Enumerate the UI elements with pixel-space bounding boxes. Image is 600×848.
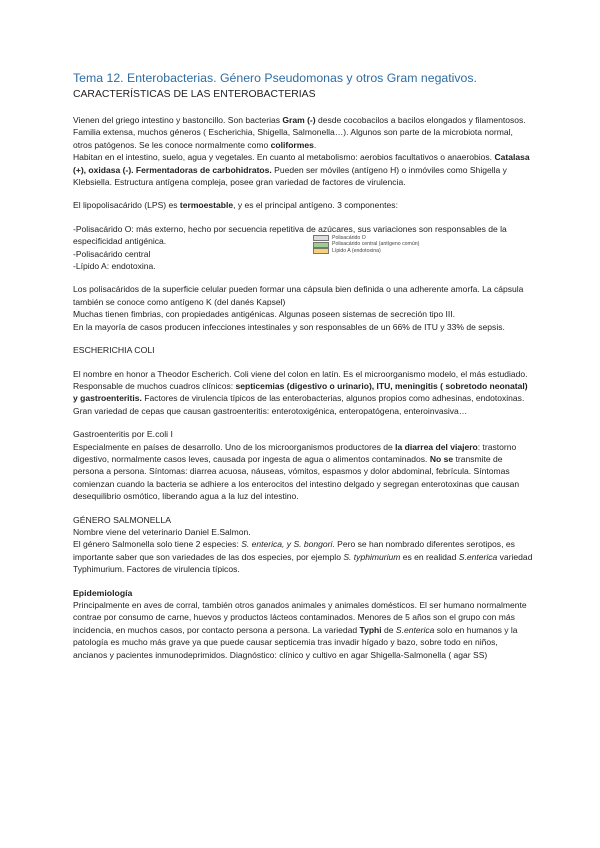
gastro-paragraph: Especialmente en países de desarrollo. Uno de los microorganismos productores de la diarrea del viajero: trastorno digestivo, normalmente casos leves, causada por ingesta de agua o alimentos contaminados. No se transmite de persona a persona. Síntomas: diarrea acuosa, náuseas, vómitos, espasmos y dolor abdominal, febrícula. Síntomas comienzan cuando la bacteria se adhiere a los enterocitos del intestino delgado y segregan enterotoxinas que causan desequilibrio osmótico, liberando agua a la luz del intestino.	[73, 441, 520, 502]
legend-item-o: Polisacárido O	[313, 235, 513, 242]
lps-item-3: -Lípido A: endotoxina.	[73, 261, 156, 272]
ecoli-paragraph: El nombre en honor a Theodor Escherich. Coli viene del colon en latín. Es el microorganismo modelo, el más estudiado. Responsable de muchos cuadros clínicos: septicemias (digestivo o urinario), ITU, meningitis ( sobretodo neonatal) y gastroenteritis. Factores de virulencia típicos de las enterobacterias, algunos propios como adhesinas, endotoxinas. Gran variedad de cepas que causan gastroenteritis: enterotoxigénica, enteropatógena, enteroinvasiva…	[73, 368, 528, 416]
ecoli-heading: ESCHERICHIA COLI	[73, 345, 155, 356]
salmonella-paragraph-1: Nombre viene del veterinario Daniel E.Salmon.	[73, 526, 251, 537]
salmonella-heading: GÉNERO SALMONELLA	[73, 514, 172, 525]
epidemiology-heading: Epidemiología	[73, 587, 133, 598]
lps-item-1: -Polisacárido O: más externo, hecho por secuencia repetitiva de azúcares, sus variaciones son responsables de la especificidad antigénica.	[73, 223, 507, 247]
salmonella-paragraph-2: El género Salmonella solo tiene 2 especies: S. enterica, y S. bongori. Pero se han nombrado diferentes serotipos, es importante saber que son variedades de las dos especies, por ejemplo S. typhimurium es en realidad S.enterica variedad Typhimurium. Factores de virulencia típicos.	[73, 539, 533, 575]
legend-swatch-icon	[313, 248, 329, 254]
legend-swatch-icon	[313, 235, 329, 241]
lps-item-2: -Polisacárido central	[73, 248, 151, 259]
intro-paragraph-2: Habitan en el intestino, suelo, agua y vegetales. En cuanto al metabolismo: aerobios facultativos o anaerobios. Catalasa (+), oxidasa (-). Fermentadoras de carbohidratos. Pueden ser móviles (antígeno H) o inmóviles como Shigella y Klebsiella. Estructura antígena compleja, posee gran variedad de factores de virulencia.	[73, 152, 530, 188]
lps-components	[73, 223, 533, 273]
gastro-heading: Gastroenteritis por E.coli I	[73, 429, 173, 440]
lps-legend	[313, 235, 513, 255]
intro-paragraph-1: Vienen del griego intestino y bastoncillo. Son bacterias Gram (-) desde cocobacilos a bacilos elongados y filamentosos. Familia extensa, muchos géneros ( Escherichia, Shigella, Salmonella…). Algunos son parte de la microbiota normal, otros patógenos. Se les conoce normalmente como coliformes.	[73, 115, 526, 150]
capsule-paragraph-2: Muchas tienen fimbrias, con propiedades antigénicas. Algunas poseen sistemas de secreción tipo III.	[73, 309, 455, 320]
capsule-paragraph-1: Los polisacáridos de la superficie celular pueden formar una cápsula bien definida o una adherente amorfa. La cápsula también se conoce como antígeno K (del danés Kapsel)	[73, 284, 524, 307]
capsule-paragraph-3: En la mayoría de casos producen infecciones intestinales y son responsables de un 66% de ITU y 33% de sepsis.	[73, 321, 505, 332]
document-page	[73, 70, 533, 661]
epidemiology-paragraph: Principalmente en aves de corral, también otros ganados animales y animales domésticos. El ser humano normalmente contrae por consumo de carne, huevos y productos lácteos contaminados. Menores de 5 años son el grupo con más incidencia, en muchos casos, por contacto persona a persona. La variedad Typhi de S.enterica solo en humanos y la patología es mucho más grave ya que puede causar septicemia tras invadir hígado y bazo, sobre todo en niños, ancianos y pacientes inmunodeprimidos. Diagnóstico: clínico y cultivo en agar Shigella-Salmonella ( agar SS)	[73, 600, 527, 660]
legend-item-lipid: Lípido A (endotoxina)	[313, 248, 513, 255]
section-subtitle: CARACTERÍSTICAS DE LAS ENTEROBACTERIAS	[73, 89, 316, 100]
lps-intro: El lipopolisacárido (LPS) es termoestable, y es el principal antígeno. 3 componentes:	[73, 200, 398, 211]
document-title: Tema 12. Enterobacterias. Género Pseudomonas y otros Gram negativos.	[73, 71, 477, 85]
legend-swatch-icon	[313, 242, 329, 248]
legend-item-central: Polisacárido central (antígeno común)	[313, 241, 513, 248]
